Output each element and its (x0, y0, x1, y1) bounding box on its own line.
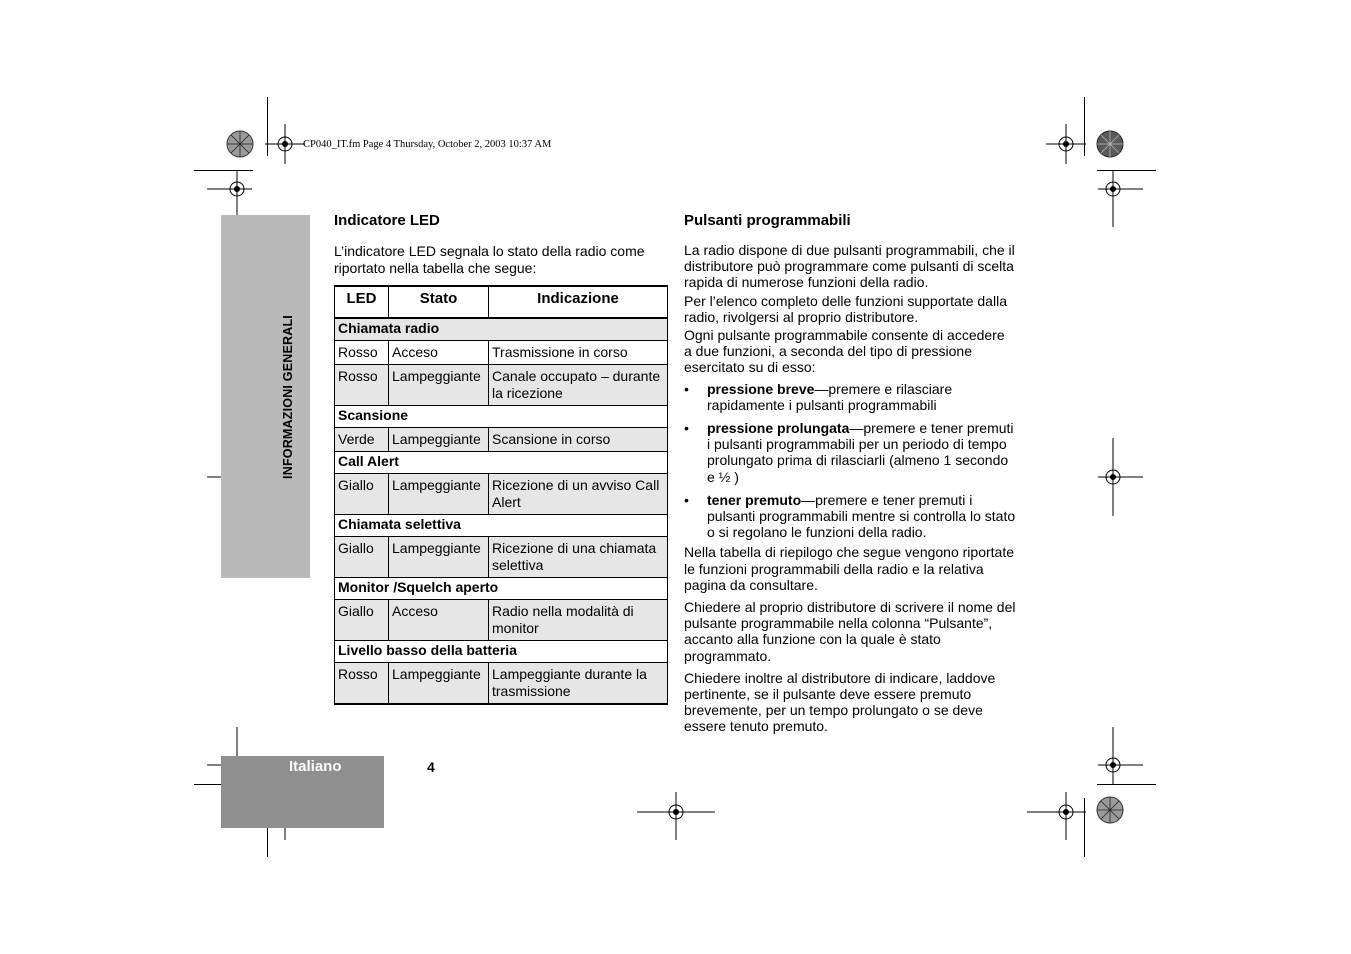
print-header: CP040_IT.fm Page 4 Thursday, October 2, 2003 10:37 AM (303, 139, 552, 150)
crosshair-icon (1098, 170, 1143, 227)
column-header-led: LED (335, 286, 389, 318)
cell-led: Giallo (335, 600, 389, 641)
group-label: Chiamata radio (335, 318, 668, 341)
table-row (335, 600, 668, 641)
table-row (335, 428, 668, 452)
paragraph: Chiedere inoltre al distributore di indicare, laddove pertinente, se il pulsante deve essere premuto brevemente, per un tempo prolungato o se deve essere tenuto premuto. (684, 669, 996, 735)
side-tab (221, 215, 310, 578)
crosshair-icon (1098, 727, 1143, 784)
list-item (684, 420, 1016, 485)
cell-indicazione: Trasmissione in corso (489, 341, 668, 365)
led-section-title: Indicatore LED (334, 212, 440, 229)
crosshair-icon (637, 792, 715, 840)
group-label: Call Alert (335, 452, 668, 474)
buttons-section-title: Pulsanti programmabili (684, 212, 851, 229)
cell-led: Rosso (335, 341, 389, 365)
footer-language: Italiano (289, 758, 342, 775)
crosshair-icon (1027, 792, 1086, 840)
cell-indicazione: Lampeggiante durante la trasmissione (489, 663, 668, 705)
bullet-icon: • (684, 380, 689, 397)
press-type-list (684, 381, 1016, 541)
list-item (684, 381, 1016, 413)
table-group-row (335, 578, 668, 600)
table-group-row (335, 641, 668, 663)
cell-stato: Lampeggiante (389, 365, 489, 406)
starburst-icon (1097, 797, 1123, 823)
table-group-row (335, 318, 668, 341)
table-row (335, 537, 668, 578)
starburst-icon (1097, 131, 1123, 157)
group-label: Monitor /Squelch aperto (335, 578, 668, 600)
page-number: 4 (427, 759, 435, 775)
led-table (334, 285, 668, 705)
cell-indicazione: Radio nella modalità di monitor (489, 600, 668, 641)
crosshair-icon (1098, 438, 1143, 516)
bullet-icon: • (684, 420, 689, 437)
buttons-section-body (684, 242, 1016, 735)
table-group-row (335, 515, 668, 537)
cell-led: Giallo (335, 537, 389, 578)
paragraph: Chiedere al proprio distributore di scrivere il nome del pulsante programmabile nella colonna “Pulsante”, accanto alla funzione con la quale è stato programmato. (684, 599, 1016, 664)
list-item-term: tener premuto (707, 491, 802, 508)
paragraph: Ogni pulsante programmabile consente di accedere a due funzioni, a seconda del tipo di pressione esercitato su di esso: (684, 327, 1005, 376)
cell-stato: Lampeggiante (389, 428, 489, 452)
list-item-term: pressione breve (707, 380, 815, 397)
table-row (335, 474, 668, 515)
paragraph: Nella tabella di riepilogo che segue vengono riportate le funzioni programmabili della radio e la relativa pagina da consultare. (684, 544, 1014, 593)
list-item-text: —premere e tener premuti i pulsanti programmabili mentre si controlla lo stato o si regolano le funzioni della radio. (707, 491, 1016, 541)
group-label: Chiamata selettiva (335, 515, 668, 537)
bullet-icon: • (684, 491, 689, 508)
cell-stato: Acceso (389, 600, 489, 641)
cell-indicazione: Scansione in corso (489, 428, 668, 452)
table-row (335, 365, 668, 406)
led-intro: L’indicatore LED segnala lo stato della radio come riportato nella tabella che segue: (334, 243, 645, 276)
cell-stato: Lampeggiante (389, 537, 489, 578)
cell-led: Giallo (335, 474, 389, 515)
list-item-text: —premere e tener premuti i pulsanti programmabili per un periodo di tempo prolungato prima di rilasciarli (almeno 1 secondo e ½ ) (707, 420, 1014, 485)
cell-indicazione: Ricezione di una chiamata selettiva (489, 537, 668, 578)
table-row (335, 341, 668, 365)
paragraph: Per l’elenco completo delle funzioni supportate dalla radio, rivolgersi al proprio distributore. (684, 292, 1007, 325)
column-header-indicazione: Indicazione (489, 286, 668, 318)
table-row (335, 663, 668, 705)
cell-indicazione: Ricezione di un avviso Call Alert (489, 474, 668, 515)
list-item-term: pressione prolungata (707, 420, 850, 437)
paragraph: La radio dispone di due pulsanti programmabili, che il distributore può programmare come pulsanti di scelta rapida di numerose funzioni della radio. (684, 242, 1015, 291)
side-tab-label: INFORMAZIONI GENERALI (281, 315, 295, 479)
cell-indicazione: Canale occupato – durante la ricezione (489, 365, 668, 406)
list-item-text: —premere e rilasciare rapidamente i pulsanti programmabili (707, 380, 953, 413)
cell-stato: Lampeggiante (389, 663, 489, 705)
cell-led: Rosso (335, 365, 389, 406)
column-header-stato: Stato (389, 286, 489, 318)
cell-stato: Lampeggiante (389, 474, 489, 515)
group-label: Livello basso della batteria (335, 641, 668, 663)
group-label: Scansione (335, 406, 668, 428)
list-item (684, 492, 1016, 541)
table-header-row (335, 286, 668, 318)
table-group-row (335, 406, 668, 428)
table-group-row (335, 452, 668, 474)
cell-stato: Acceso (389, 341, 489, 365)
cell-led: Verde (335, 428, 389, 452)
cell-led: Rosso (335, 663, 389, 705)
starburst-icon (227, 131, 253, 157)
